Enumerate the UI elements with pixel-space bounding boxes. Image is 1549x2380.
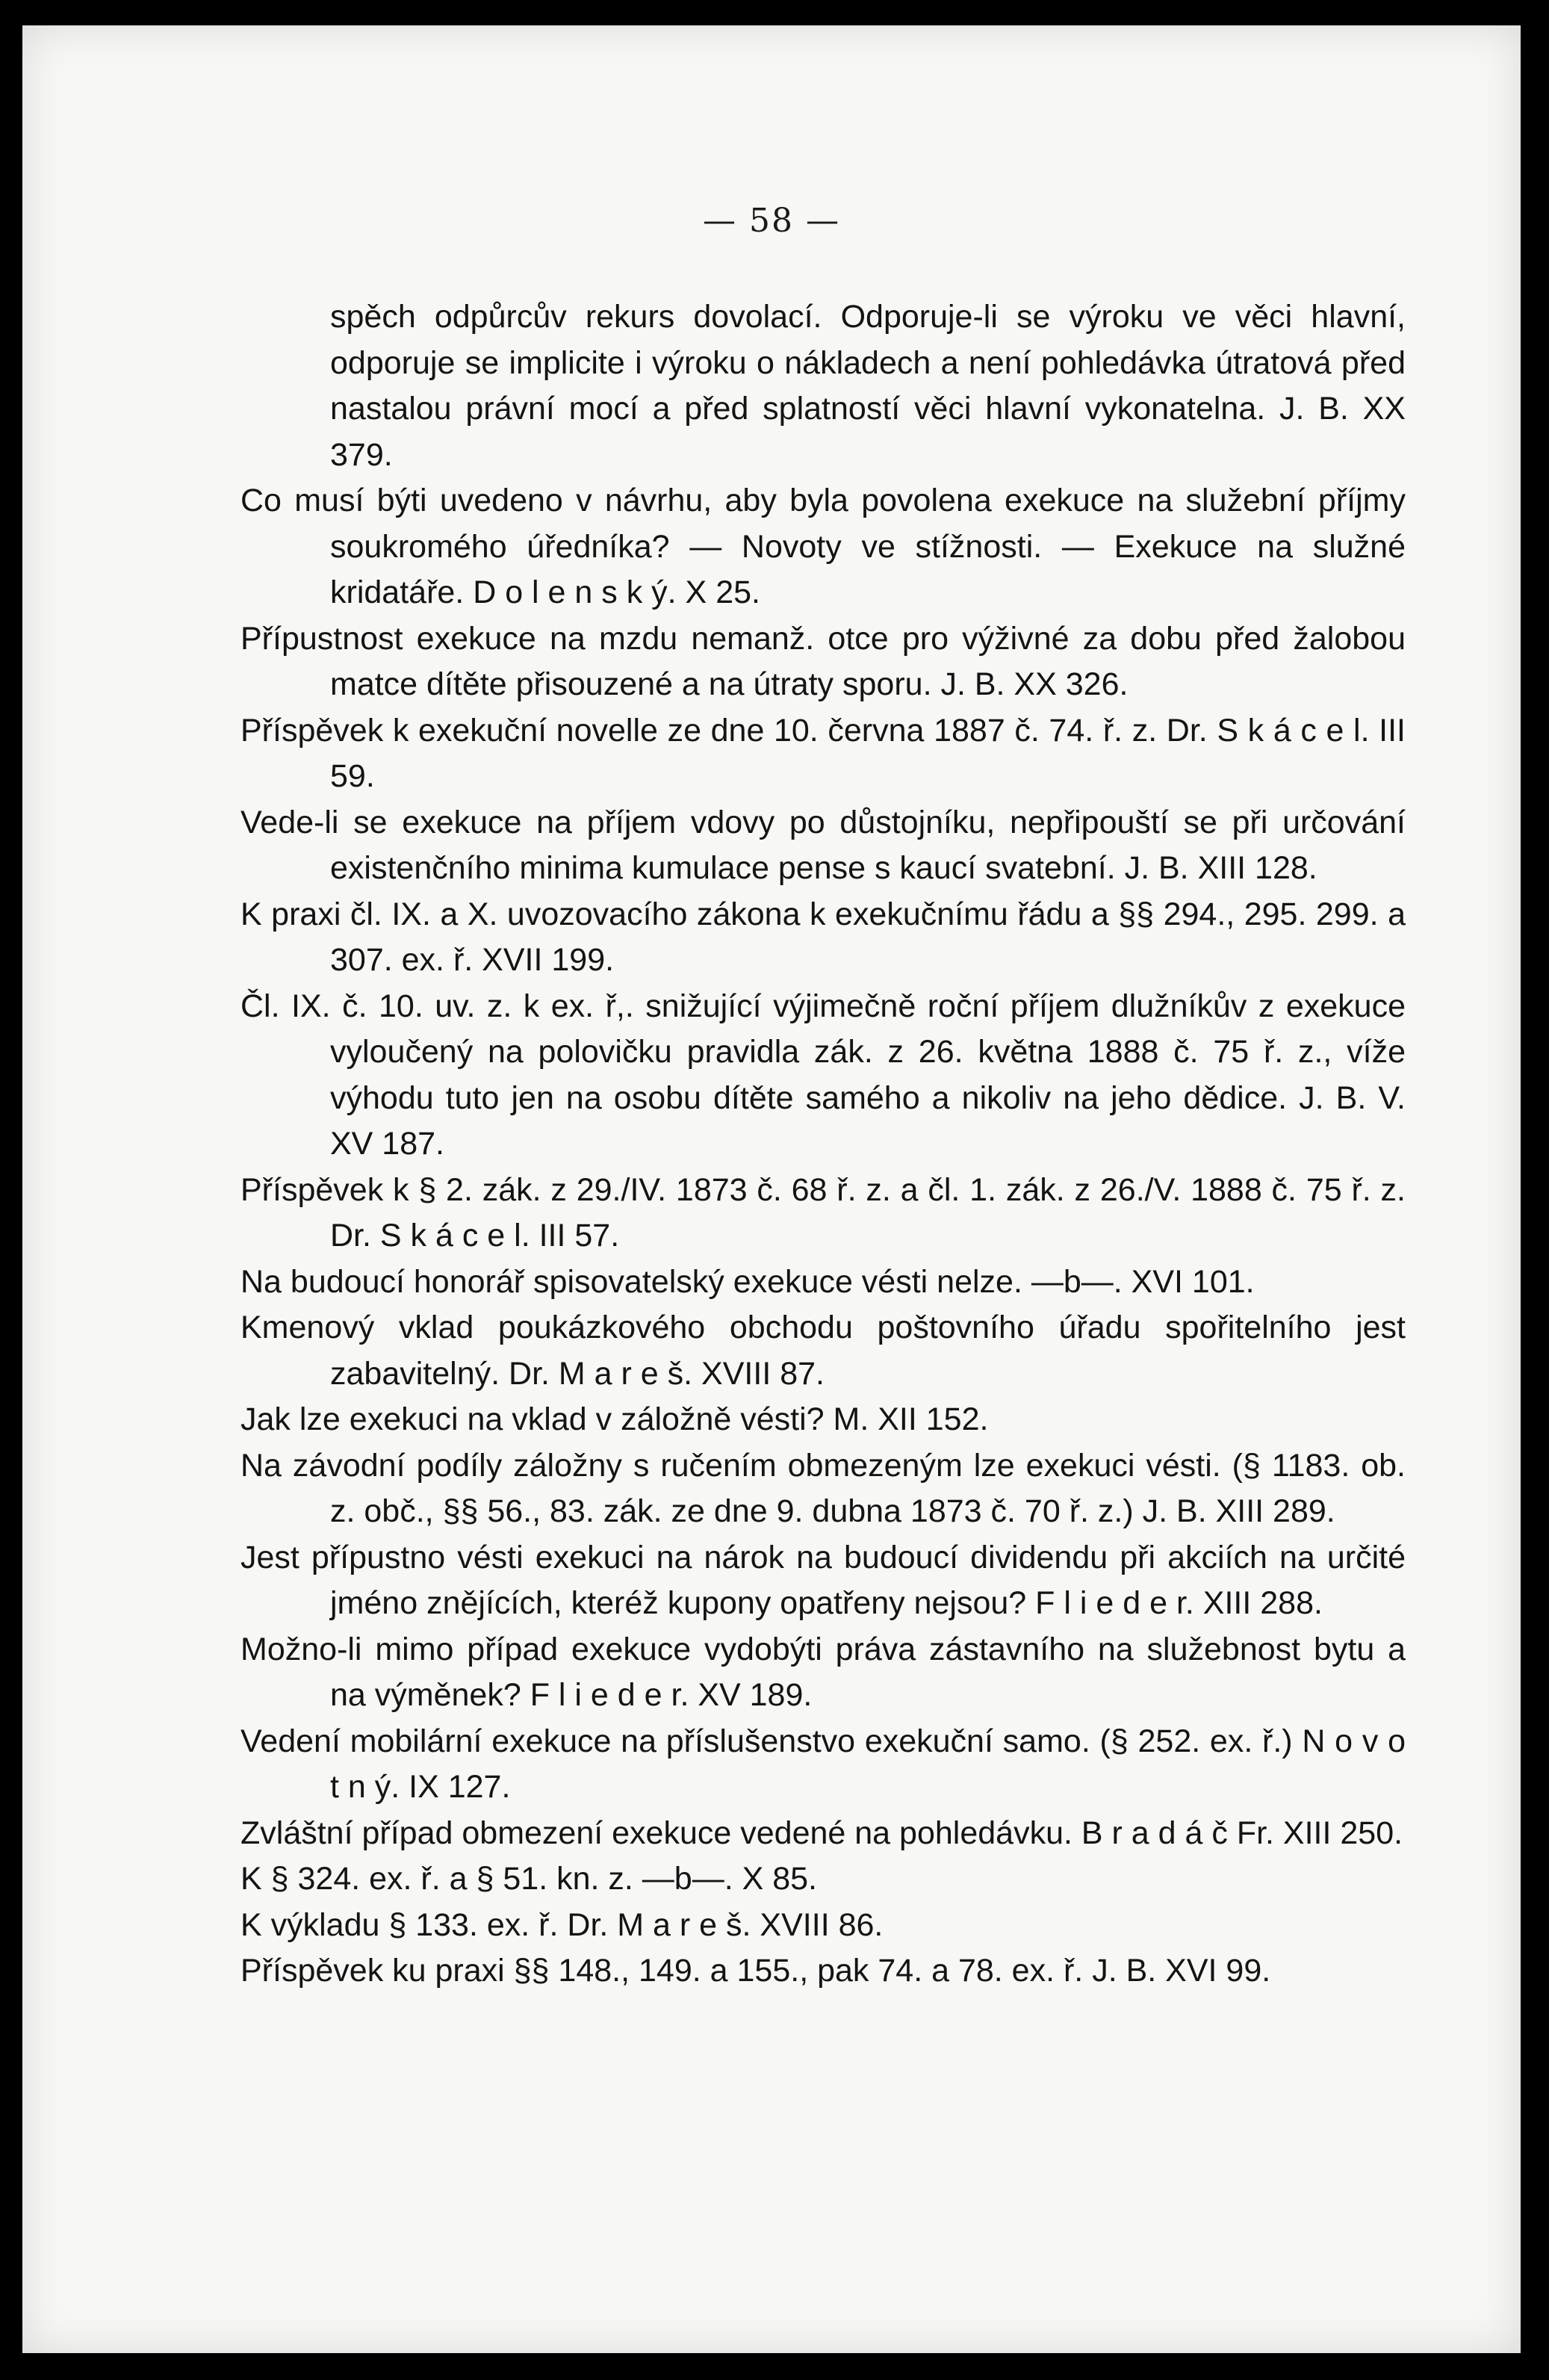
- entry: Vedení mobilární exekuce na příslušenstvo exekuční samo. (§ 252. ex. ř.) N o v o t n ý. IX 127.: [240, 1723, 1406, 1805]
- entry: K výkladu § 133. ex. ř. Dr. M a r e š. XVIII 86.: [240, 1906, 884, 1943]
- entry: Jak lze exekuci na vklad v záložně vésti? M. XII 152.: [240, 1401, 989, 1437]
- entry: Na budoucí honorář spisovatelský exekuce vésti nelze. —b—. XVI 101.: [240, 1263, 1255, 1300]
- page-number: — 58 —: [703, 202, 840, 240]
- entry: Kmenový vklad poukázkového obchodu poštovního úřadu spořitelního jest zabavitelný. Dr. M a r e š. XVIII 87.: [240, 1310, 1406, 1392]
- entry: Příspěvek k § 2. zák. z 29./IV. 1873 č. 68 ř. z. a čl. 1. zák. z 26./V. 1888 č. 75 ř. z. Dr. S k á c e l. III 57.: [240, 1171, 1406, 1253]
- entry: K praxi čl. IX. a X. uvozovacího zákona k exekučnímu řádu a §§ 294., 295. 299. a 307. ex. ř. XVII 199.: [240, 896, 1406, 978]
- entry: Možno-li mimo případ exekuce vydobýti práva zástavního na služebnost bytu a na výměnek? F l i e d e r. XV 189.: [240, 1631, 1406, 1713]
- entry: Zvláštní případ obmezení exekuce vedené na pohledávku. B r a d á č Fr. XIII 250.: [240, 1815, 1403, 1851]
- entry: K § 324. ex. ř. a § 51. kn. z. —b—. X 85.: [240, 1861, 818, 1897]
- entry: Čl. IX. č. 10. uv. z. k ex. ř,. snižující výjimečně roční příjem dlužníkův z exekuce vyloučený na polovičku pravidla zák. z 26. května 1888 č. 75 ř. z., víže výhodu tuto jen na osobu dítěte samého a nikoliv na jeho dědice. J. B. V. XV 187.: [240, 988, 1406, 1162]
- entry: Vede-li se exekuce na příjem vdovy po důstojníku, nepřipouští se při určování existenčního minima kumulace pense s kaucí svatební. J. B. XIII 128.: [240, 804, 1406, 886]
- bibliography-list: [240, 294, 1406, 1995]
- book-page: [22, 25, 1521, 2353]
- entry-continued: spěch odpůrcův rekurs dovolací. Odporuje-li se výroku ve věci hlavní, odporuje se implicite i výroku o nákladech a není pohledávka útratová před nastalou právní mocí a před splatností věci hlavní vykonatelna. J. B. XX 379.: [330, 299, 1406, 473]
- entry: Příspěvek ku praxi §§ 148., 149. a 155., pak 74. a 78. ex. ř. J. B. XVI 99.: [240, 1953, 1271, 1989]
- entry: Jest přípustno vésti exekuci na nárok na budoucí dividendu při akciích na určité jméno znějících, kteréž kupony opatřeny nejsou? F l i e d e r. XIII 288.: [240, 1539, 1406, 1621]
- entry: Příspěvek k exekuční novelle ze dne 10. června 1887 č. 74. ř. z. Dr. S k á c e l. III 59.: [240, 712, 1406, 794]
- entry: Co musí býti uvedeno v návrhu, aby byla povolena exekuce na služební příjmy soukromého úředníka? — Novoty ve stížnosti. — Exekuce na služné kridatáře. D o l e n s k ý. X 25.: [240, 483, 1406, 610]
- entry: Přípustnost exekuce na mzdu nemanž. otce pro výživné za dobu před žalobou matce dítěte přisouzené a na útraty sporu. J. B. XX 326.: [240, 620, 1406, 702]
- entry: Na závodní podíly záložny s ručením obmezeným lze exekuci vésti. (§ 1183. ob. z. obč., §§ 56., 83. zák. ze dne 9. dubna 1873 č. 70 ř. z.) J. B. XIII 289.: [240, 1447, 1406, 1529]
